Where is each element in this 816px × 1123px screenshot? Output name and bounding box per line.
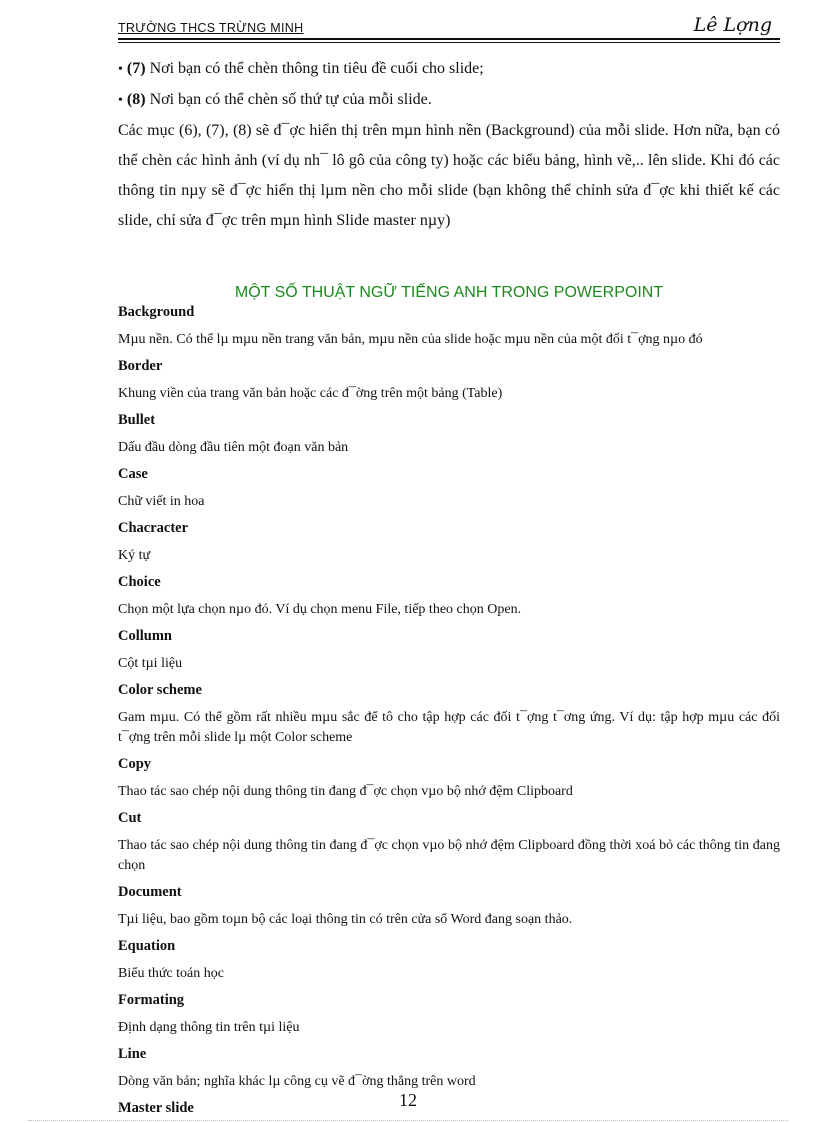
bullet-item-7 — [118, 54, 780, 85]
bullet-text: Nơi bạn có thể chèn số thứ tự của mỗi slide. — [149, 91, 432, 108]
glossary-entry — [118, 990, 780, 1038]
glossary-definition: Dấu đầu dòng đầu tiên một đoạn văn bản — [118, 440, 349, 455]
glossary-definition: Gam mµu. Có thể gồm rất nhiều mµu sắc để tô cho tập hợp các đối t¯ợng t¯ơng ứng. Ví dụ: tập hợp mµu các đối t¯ợng trên mỗi slide lµ một Color scheme — [118, 710, 780, 745]
glossary-term: Collumn — [118, 628, 172, 644]
glossary-term: Bullet — [118, 412, 156, 428]
section-title: MỘT SỐ THUẬT NGỮ TIẾNG ANH TRONG POWERPOINT — [234, 284, 664, 301]
glossary-definition: Định dạng thông tin trên tµi liệu — [118, 1020, 300, 1035]
glossary-definition: Khung viền của trang văn bản hoặc các đ¯ờng trên một bảng (Table) — [118, 386, 503, 401]
glossary-term: Cut — [118, 810, 142, 826]
glossary-term: Copy — [118, 756, 152, 772]
glossary-term: Document — [118, 884, 182, 900]
glossary-definition: Thao tác sao chép nội dung thông tin đang đ¯ợc chọn vµo bộ nhớ đệm Clipboard đồng thời xoá bỏ các thông tin đang chọn — [118, 838, 780, 873]
glossary-entry — [118, 882, 780, 930]
page-header — [118, 14, 780, 40]
glossary-entry — [118, 302, 780, 350]
page-number: 12 — [399, 1090, 417, 1110]
glossary-definition: Tµi liệu, bao gồm toµn bộ các loại thông tin có trên cửa sổ Word đang soạn thảo. — [118, 912, 573, 927]
glossary-term: Equation — [118, 938, 176, 954]
glossary-term: Color scheme — [118, 682, 202, 698]
glossary-definition: Chữ viết in hoa — [118, 494, 205, 509]
bullet-number: (8) — [126, 91, 146, 108]
glossary-term: Case — [118, 466, 148, 482]
bullet-item-8 — [118, 85, 780, 116]
glossary-entry — [118, 808, 780, 876]
glossary-entry — [118, 754, 780, 802]
bullet-icon: • — [118, 62, 123, 77]
glossary-entry — [118, 464, 780, 512]
bullet-text: Nơi bạn có thể chèn thông tin tiêu đề cuối cho slide; — [149, 60, 484, 77]
bullet-number: (7) — [126, 60, 146, 77]
glossary-term: Chacracter — [118, 520, 189, 536]
glossary-term: Formating — [118, 992, 185, 1008]
glossary-definition: Dòng văn bản; nghĩa khác lµ công cụ vẽ đ¯ờng thẳng trên word — [118, 1074, 476, 1089]
glossary-list — [118, 300, 780, 1118]
glossary-entry — [118, 626, 780, 674]
glossary-definition: Thao tác sao chép nội dung thông tin đang đ¯ợc chọn vµo bộ nhớ đệm Clipboard — [118, 784, 573, 799]
glossary-entry — [118, 410, 780, 458]
glossary-entry — [118, 1044, 780, 1092]
glossary-entry — [118, 356, 780, 404]
glossary-term: Background — [118, 304, 195, 320]
intro-section — [118, 54, 780, 236]
glossary-entry — [118, 936, 780, 984]
glossary-definition: Ký tự — [118, 548, 151, 563]
header-rule-thin — [118, 42, 780, 43]
glossary-definition: Biểu thức toán học — [118, 966, 224, 981]
glossary-term: Border — [118, 358, 163, 374]
glossary-entry — [118, 572, 780, 620]
glossary-term: Line — [118, 1046, 147, 1062]
intro-paragraph: Các mục (6), (7), (8) sẽ đ¯ợc hiển thị trên mµn hình nền (Background) của mỗi slide. Hơn nữa, bạn có thể chèn các hình ảnh (ví dụ nh¯ lô gô của công ty) hoặc các biểu bảng, hình vẽ,.. lên slide. Khi đó các thông tin nµy sẽ đ¯ợc hiển thị lµm nền cho mỗi slide (bạn không thể chỉnh sửa đ¯ợc khi thiết kế các slide, chỉ sửa đ¯ợc trên mµn hình Slide master nµy) — [118, 122, 780, 229]
glossary-definition: Cột tµi liệu — [118, 656, 183, 671]
glossary-definition: Mµu nền. Có thể lµ mµu nền trang văn bản, mµu nền của slide hoặc mµu nền của một đối t¯ợng nµo đó — [118, 332, 703, 347]
glossary-term: Master slide — [118, 1100, 194, 1116]
glossary-definition: Chọn một lựa chọn nµo đó. Ví dụ chọn menu File, tiếp theo chọn Open. — [118, 602, 522, 617]
glossary-term: Choice — [118, 574, 161, 590]
glossary-entry — [118, 518, 780, 566]
header-school-name: TRƯỜNG THCS TRỪNG MINH — [118, 21, 304, 35]
bullet-icon: • — [118, 93, 123, 108]
header-author: Lê Lợng — [693, 14, 772, 36]
page-bottom-divider — [28, 1120, 788, 1121]
header-rule-thick — [118, 38, 780, 40]
glossary-entry — [118, 680, 780, 748]
